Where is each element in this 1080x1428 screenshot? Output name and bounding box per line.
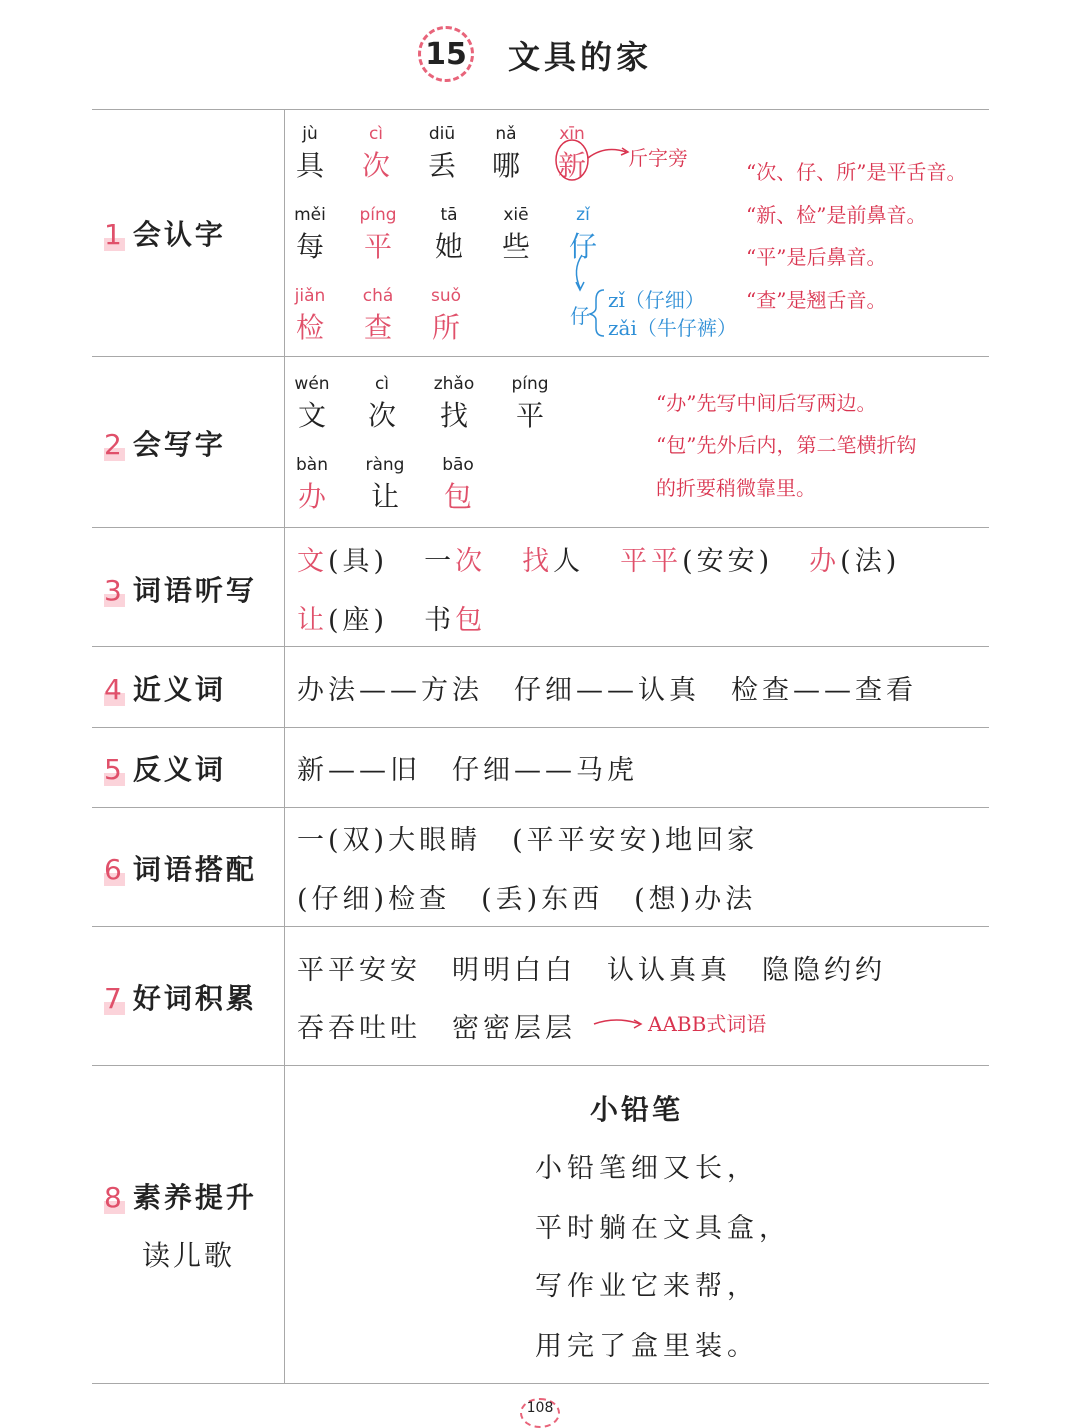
writing-note: “办”先写中间后写两边。: [656, 391, 877, 415]
pinyin: diū: [428, 124, 456, 144]
lesson-number: 15: [418, 26, 474, 82]
row-divider: [92, 356, 989, 357]
character: 次: [361, 149, 390, 182]
poem-title: 小铅笔: [590, 1093, 684, 1126]
section-label: 8 素养提升: [104, 1181, 257, 1214]
antonyms-line: 新——旧 仔细——马虎: [297, 755, 638, 786]
pinyin: suǒ: [430, 286, 462, 306]
pinyin: cì: [374, 374, 390, 394]
section-label: 7 好词积累: [104, 982, 257, 1015]
row-divider: [92, 646, 989, 647]
character: 办: [297, 480, 326, 513]
section-label: 3 词语听写: [104, 574, 257, 607]
pinyin: píng: [511, 374, 549, 394]
collocation-line: 一(双)大眼睛 (平平安安)地回家: [297, 825, 759, 856]
pinyin: nǎ: [495, 124, 517, 144]
dictation-line: 让(座) 书包: [297, 605, 487, 636]
pinyin: xiē: [503, 205, 529, 225]
character: 哪: [491, 149, 520, 182]
section-label: 5 反义词: [104, 753, 226, 786]
character: 平: [515, 399, 544, 432]
pronunciation-note: “次、仔、所”是平舌音。: [746, 160, 967, 184]
page-number: 108: [520, 1398, 560, 1428]
table-border: [92, 109, 989, 110]
section-label: 2 会写字: [104, 428, 226, 461]
character: 平: [363, 230, 392, 263]
polyphone-reading: zǐ（仔细）: [608, 288, 705, 312]
character: 具: [295, 149, 324, 182]
section-label: 4 近义词: [104, 673, 226, 706]
character: 每: [295, 230, 324, 263]
pronunciation-note: “平”是后鼻音。: [746, 245, 887, 269]
character: 次: [367, 399, 396, 432]
pinyin: jiǎn: [294, 286, 326, 306]
row-divider: [92, 1065, 989, 1066]
pinyin: zǐ: [576, 205, 590, 225]
row-divider: [92, 527, 989, 528]
pinyin: cì: [368, 124, 384, 144]
table-border: [92, 1383, 989, 1384]
character: 些: [501, 230, 530, 263]
character: 找: [439, 399, 468, 432]
polyphone-reading: zǎi（牛仔裤）: [608, 316, 737, 340]
pinyin: chá: [362, 286, 394, 306]
word-pattern-note: AABB式词语: [648, 1012, 767, 1036]
lesson-title: 文具的家: [508, 38, 653, 76]
good-words-line: 平平安安 明明白白 认认真真 隐隐约约: [297, 955, 886, 986]
pinyin: píng: [359, 205, 397, 225]
good-words-line: 吞吞吐吐 密密层层: [297, 1013, 576, 1044]
pinyin: wén: [294, 374, 330, 394]
row-divider: [92, 926, 989, 927]
dictation-line: 文(具) 一次 找人 平平(安安) 办(法): [297, 546, 901, 577]
character: 仔: [568, 230, 597, 263]
character: 丢: [427, 149, 456, 182]
poem-line: 写作业它来帮，: [535, 1271, 759, 1302]
pinyin: zhǎo: [433, 374, 475, 394]
row-divider: [92, 807, 989, 808]
pronunciation-note: “新、检”是前鼻音。: [746, 203, 927, 227]
pinyin: jù: [302, 124, 318, 144]
character: 她: [434, 230, 463, 263]
character: 让: [370, 480, 399, 513]
pinyin: bāo: [442, 455, 474, 475]
poem-line: 平时躺在文具盒，: [535, 1213, 791, 1244]
polyphone-char: 仔: [570, 304, 590, 328]
character: 查: [363, 311, 392, 344]
section-sublabel: 读儿歌: [142, 1239, 236, 1272]
row-divider: [92, 727, 989, 728]
writing-note: “包”先外后内，第二笔横折钩: [656, 433, 917, 457]
character: 检: [295, 311, 324, 344]
character: 包: [443, 480, 472, 513]
pinyin: měi: [294, 205, 326, 225]
poem-line: 小铅笔细又长，: [535, 1153, 759, 1184]
character: 所: [431, 311, 460, 344]
character: 新: [557, 149, 586, 182]
writing-note: 的折要稍微靠里。: [656, 476, 816, 500]
synonyms-line: 办法——方法 仔细——认真 检查——查看: [297, 675, 917, 706]
pinyin: xīn: [559, 124, 585, 144]
pinyin: tā: [440, 205, 458, 225]
section-label: 6 词语搭配: [104, 853, 257, 886]
collocation-line: (仔细)检查 (丢)东西 (想)办法: [297, 884, 757, 915]
character: 文: [297, 399, 326, 432]
pinyin: bàn: [296, 455, 328, 475]
poem-line: 用完了盒里装。: [535, 1331, 759, 1362]
section-label: 1 会认字: [104, 218, 226, 251]
pronunciation-note: “查”是翘舌音。: [746, 288, 887, 312]
radical-note: 斤字旁: [628, 146, 688, 170]
arrow-icon: [592, 1012, 646, 1032]
pinyin: ràng: [365, 455, 405, 475]
